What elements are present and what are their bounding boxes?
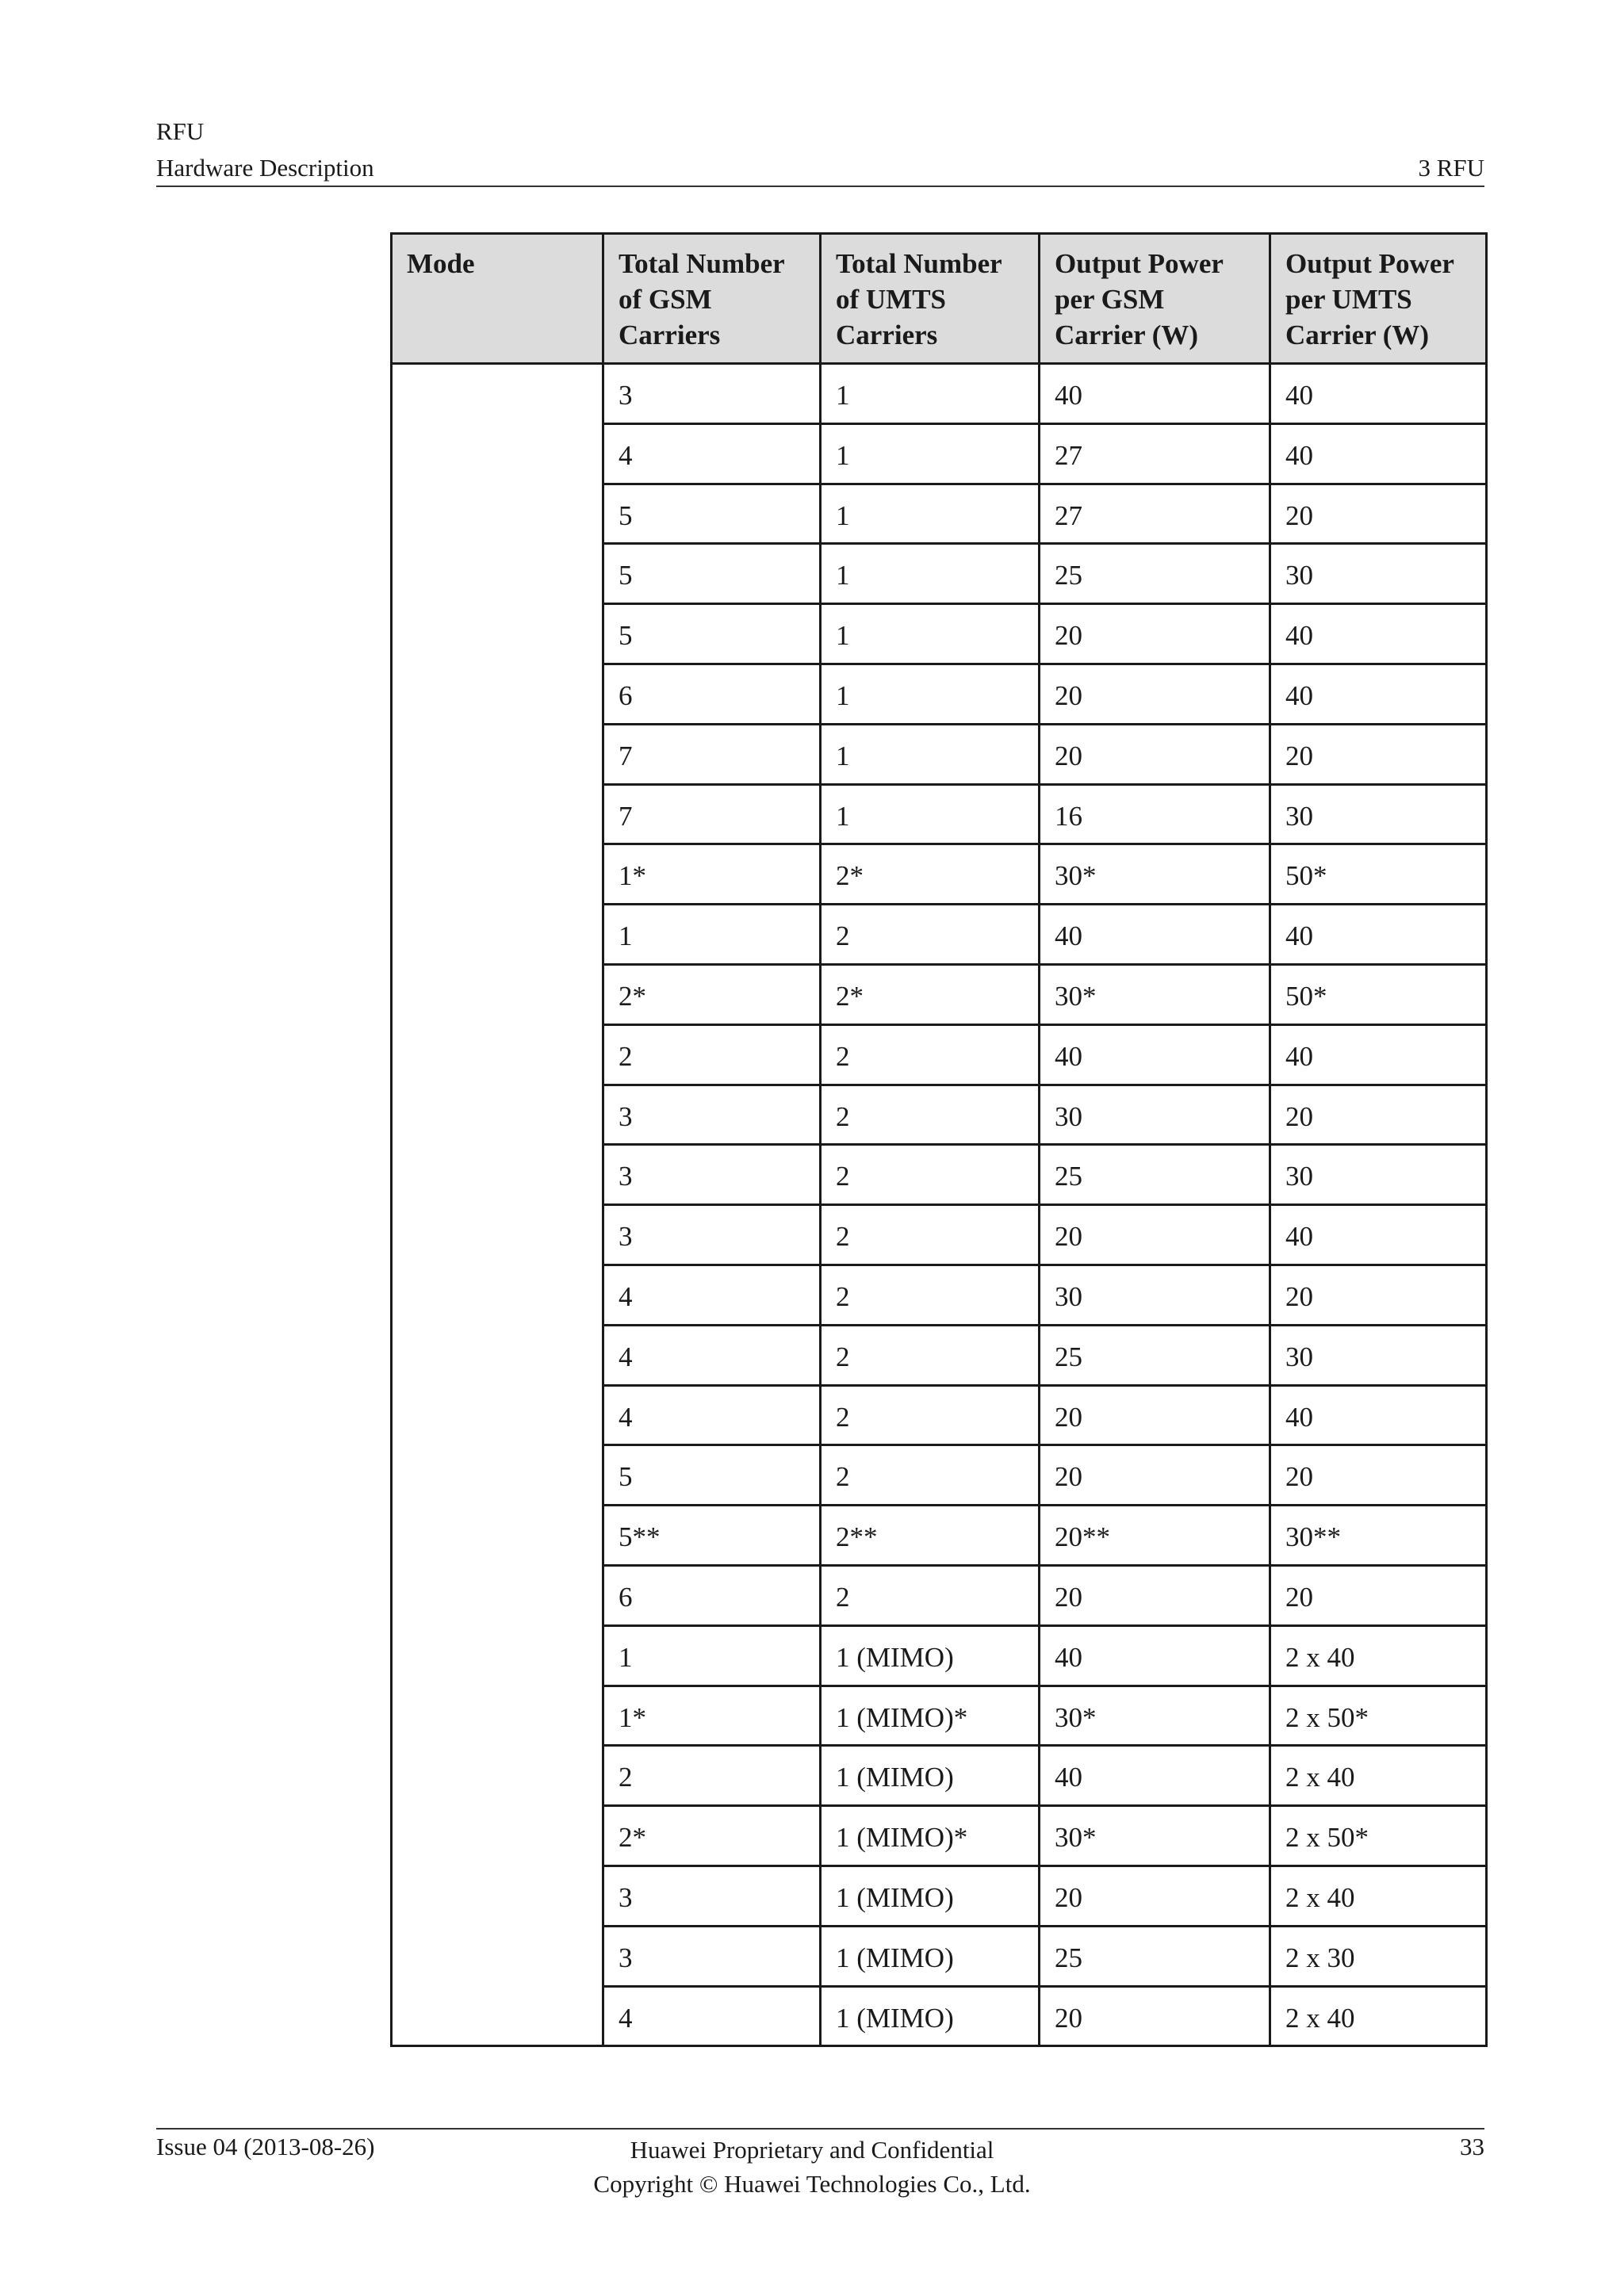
footer-issue: Issue 04 (2013-08-26) (156, 2133, 375, 2160)
footer-page-number: 33 (1460, 2133, 1484, 2160)
cell-umts-power: 2 x 40 (1270, 1986, 1487, 2046)
cell-gsm-carriers: 4 (603, 1385, 821, 1445)
cell-gsm-carriers: 2* (603, 964, 821, 1024)
footer-center (0, 2133, 1624, 2201)
cell-gsm-carriers: 3 (603, 364, 821, 424)
cell-gsm-carriers: 3 (603, 1145, 821, 1205)
cell-gsm-power: 20 (1040, 1445, 1270, 1506)
cell-gsm-power: 40 (1040, 364, 1270, 424)
cell-umts-carriers: 2* (821, 844, 1040, 905)
cell-gsm-power: 27 (1040, 484, 1270, 544)
cell-umts-power: 40 (1270, 604, 1487, 664)
cell-umts-power: 30 (1270, 544, 1487, 604)
cell-gsm-carriers: 4 (603, 1986, 821, 2046)
cell-gsm-carriers: 3 (603, 1205, 821, 1265)
cell-gsm-carriers: 3 (603, 1085, 821, 1145)
cell-umts-power: 50* (1270, 964, 1487, 1024)
cell-gsm-carriers: 7 (603, 784, 821, 844)
footer-copyright: Copyright © Huawei Technologies Co., Ltd. (593, 2170, 1031, 2198)
cell-umts-power: 30 (1270, 784, 1487, 844)
cell-umts-power: 2 x 40 (1270, 1746, 1487, 1806)
cell-gsm-carriers: 6 (603, 664, 821, 724)
cell-umts-power: 30 (1270, 1145, 1487, 1205)
col-header-mode: Mode (392, 234, 603, 364)
cell-umts-power: 20 (1270, 484, 1487, 544)
cell-umts-carriers: 2 (821, 1445, 1040, 1506)
cell-gsm-power: 25 (1040, 544, 1270, 604)
cell-umts-power: 2 x 40 (1270, 1625, 1487, 1686)
cell-umts-carriers: 2* (821, 964, 1040, 1024)
cell-gsm-carriers: 1* (603, 844, 821, 905)
cell-umts-carriers: 1 (MIMO) (821, 1746, 1040, 1806)
cell-gsm-carriers: 6 (603, 1565, 821, 1625)
cell-gsm-carriers: 7 (603, 724, 821, 784)
cell-gsm-power: 20 (1040, 1205, 1270, 1265)
cell-umts-power: 2 x 40 (1270, 1866, 1487, 1926)
cell-umts-carriers: 2 (821, 1024, 1040, 1085)
cell-umts-carriers: 1 (MIMO)* (821, 1686, 1040, 1746)
cell-gsm-carriers: 3 (603, 1866, 821, 1926)
cell-gsm-carriers: 2* (603, 1806, 821, 1866)
cell-umts-carriers: 1 (821, 423, 1040, 484)
cell-gsm-power: 16 (1040, 784, 1270, 844)
cell-umts-carriers: 2 (821, 1145, 1040, 1205)
cell-umts-power: 40 (1270, 1024, 1487, 1085)
cell-gsm-power: 30* (1040, 1806, 1270, 1866)
cell-umts-carriers: 1 (MIMO) (821, 1986, 1040, 2046)
cell-umts-power: 20 (1270, 724, 1487, 784)
cell-gsm-carriers: 2 (603, 1746, 821, 1806)
cell-umts-carriers: 1 (MIMO) (821, 1625, 1040, 1686)
cell-umts-carriers: 2 (821, 1205, 1040, 1265)
cell-gsm-carriers: 5 (603, 1445, 821, 1506)
cell-umts-power: 40 (1270, 664, 1487, 724)
cell-umts-carriers: 1 (821, 544, 1040, 604)
cell-gsm-carriers: 5 (603, 604, 821, 664)
table-body (392, 364, 1487, 2046)
cell-umts-carriers: 1 (821, 604, 1040, 664)
cell-gsm-power: 20 (1040, 1565, 1270, 1625)
cell-gsm-power: 20 (1040, 604, 1270, 664)
cell-gsm-power: 40 (1040, 1746, 1270, 1806)
col-header-gsm-power: Output Power per GSM Carrier (W) (1040, 234, 1270, 364)
cell-gsm-power: 30* (1040, 1686, 1270, 1746)
cell-gsm-carriers: 4 (603, 1325, 821, 1385)
cell-umts-power: 20 (1270, 1265, 1487, 1325)
cell-gsm-power: 20 (1040, 664, 1270, 724)
col-header-gsm-carriers: Total Number of GSM Carriers (603, 234, 821, 364)
cell-gsm-power: 25 (1040, 1145, 1270, 1205)
cell-gsm-power: 27 (1040, 423, 1270, 484)
cell-umts-power: 2 x 30 (1270, 1926, 1487, 1986)
cell-gsm-power: 20 (1040, 1866, 1270, 1926)
cell-umts-carriers: 2 (821, 1085, 1040, 1145)
cell-gsm-power: 25 (1040, 1325, 1270, 1385)
cell-umts-carriers: 1 (MIMO) (821, 1926, 1040, 1986)
cell-gsm-carriers: 1 (603, 1625, 821, 1686)
cell-gsm-power: 20 (1040, 724, 1270, 784)
cell-umts-power: 20 (1270, 1085, 1487, 1145)
cell-gsm-carriers: 2 (603, 1024, 821, 1085)
cell-gsm-carriers: 3 (603, 1926, 821, 1986)
cell-umts-carriers: 2 (821, 1265, 1040, 1325)
cell-umts-power: 40 (1270, 1385, 1487, 1445)
cell-gsm-carriers: 1* (603, 1686, 821, 1746)
cell-umts-carriers: 2 (821, 905, 1040, 965)
cell-gsm-power: 30* (1040, 844, 1270, 905)
carrier-power-table (390, 232, 1488, 2047)
cell-gsm-carriers: 4 (603, 423, 821, 484)
cell-gsm-power: 30 (1040, 1265, 1270, 1325)
cell-umts-power: 2 x 50* (1270, 1686, 1487, 1746)
cell-umts-power: 40 (1270, 364, 1487, 424)
cell-mode (392, 364, 603, 2046)
cell-gsm-power: 40 (1040, 905, 1270, 965)
cell-umts-power: 30 (1270, 1325, 1487, 1385)
cell-umts-power: 20 (1270, 1565, 1487, 1625)
cell-gsm-power: 20 (1040, 1986, 1270, 2046)
cell-umts-carriers: 2 (821, 1565, 1040, 1625)
cell-gsm-carriers: 4 (603, 1265, 821, 1325)
cell-umts-carriers: 2 (821, 1385, 1040, 1445)
cell-umts-power: 40 (1270, 423, 1487, 484)
cell-umts-power: 40 (1270, 905, 1487, 965)
cell-gsm-carriers: 5 (603, 544, 821, 604)
cell-umts-carriers: 1 (821, 484, 1040, 544)
cell-gsm-power: 40 (1040, 1024, 1270, 1085)
header-divider (156, 186, 1484, 187)
header-chapter: 3 RFU (1418, 154, 1484, 182)
cell-umts-carriers: 1 (MIMO) (821, 1866, 1040, 1926)
cell-umts-carriers: 1 (821, 664, 1040, 724)
cell-umts-power: 50* (1270, 844, 1487, 905)
cell-gsm-carriers: 1 (603, 905, 821, 965)
cell-gsm-carriers: 5** (603, 1506, 821, 1566)
cell-umts-carriers: 1 (821, 364, 1040, 424)
cell-gsm-power: 30* (1040, 964, 1270, 1024)
col-header-umts-power: Output Power per UMTS Carrier (W) (1270, 234, 1487, 364)
col-header-umts-carriers: Total Number of UMTS Carriers (821, 234, 1040, 364)
cell-umts-power: 30** (1270, 1506, 1487, 1566)
footer-confidential: Huawei Proprietary and Confidential (630, 2136, 994, 2164)
header-product: RFU (156, 117, 205, 145)
footer-divider (156, 2128, 1484, 2130)
cell-gsm-power: 20** (1040, 1506, 1270, 1566)
cell-umts-carriers: 1 (821, 784, 1040, 844)
cell-gsm-carriers: 5 (603, 484, 821, 544)
cell-gsm-power: 30 (1040, 1085, 1270, 1145)
cell-gsm-power: 20 (1040, 1385, 1270, 1445)
cell-umts-carriers: 1 (821, 724, 1040, 784)
cell-umts-power: 40 (1270, 1205, 1487, 1265)
cell-umts-carriers: 2** (821, 1506, 1040, 1566)
table-header-row (392, 234, 1487, 364)
table-row (392, 364, 1487, 424)
header-doc-title: Hardware Description (156, 154, 374, 182)
cell-umts-power: 20 (1270, 1445, 1487, 1506)
cell-umts-carriers: 2 (821, 1325, 1040, 1385)
cell-umts-carriers: 1 (MIMO)* (821, 1806, 1040, 1866)
cell-gsm-power: 40 (1040, 1625, 1270, 1686)
cell-gsm-power: 25 (1040, 1926, 1270, 1986)
cell-umts-power: 2 x 50* (1270, 1806, 1487, 1866)
